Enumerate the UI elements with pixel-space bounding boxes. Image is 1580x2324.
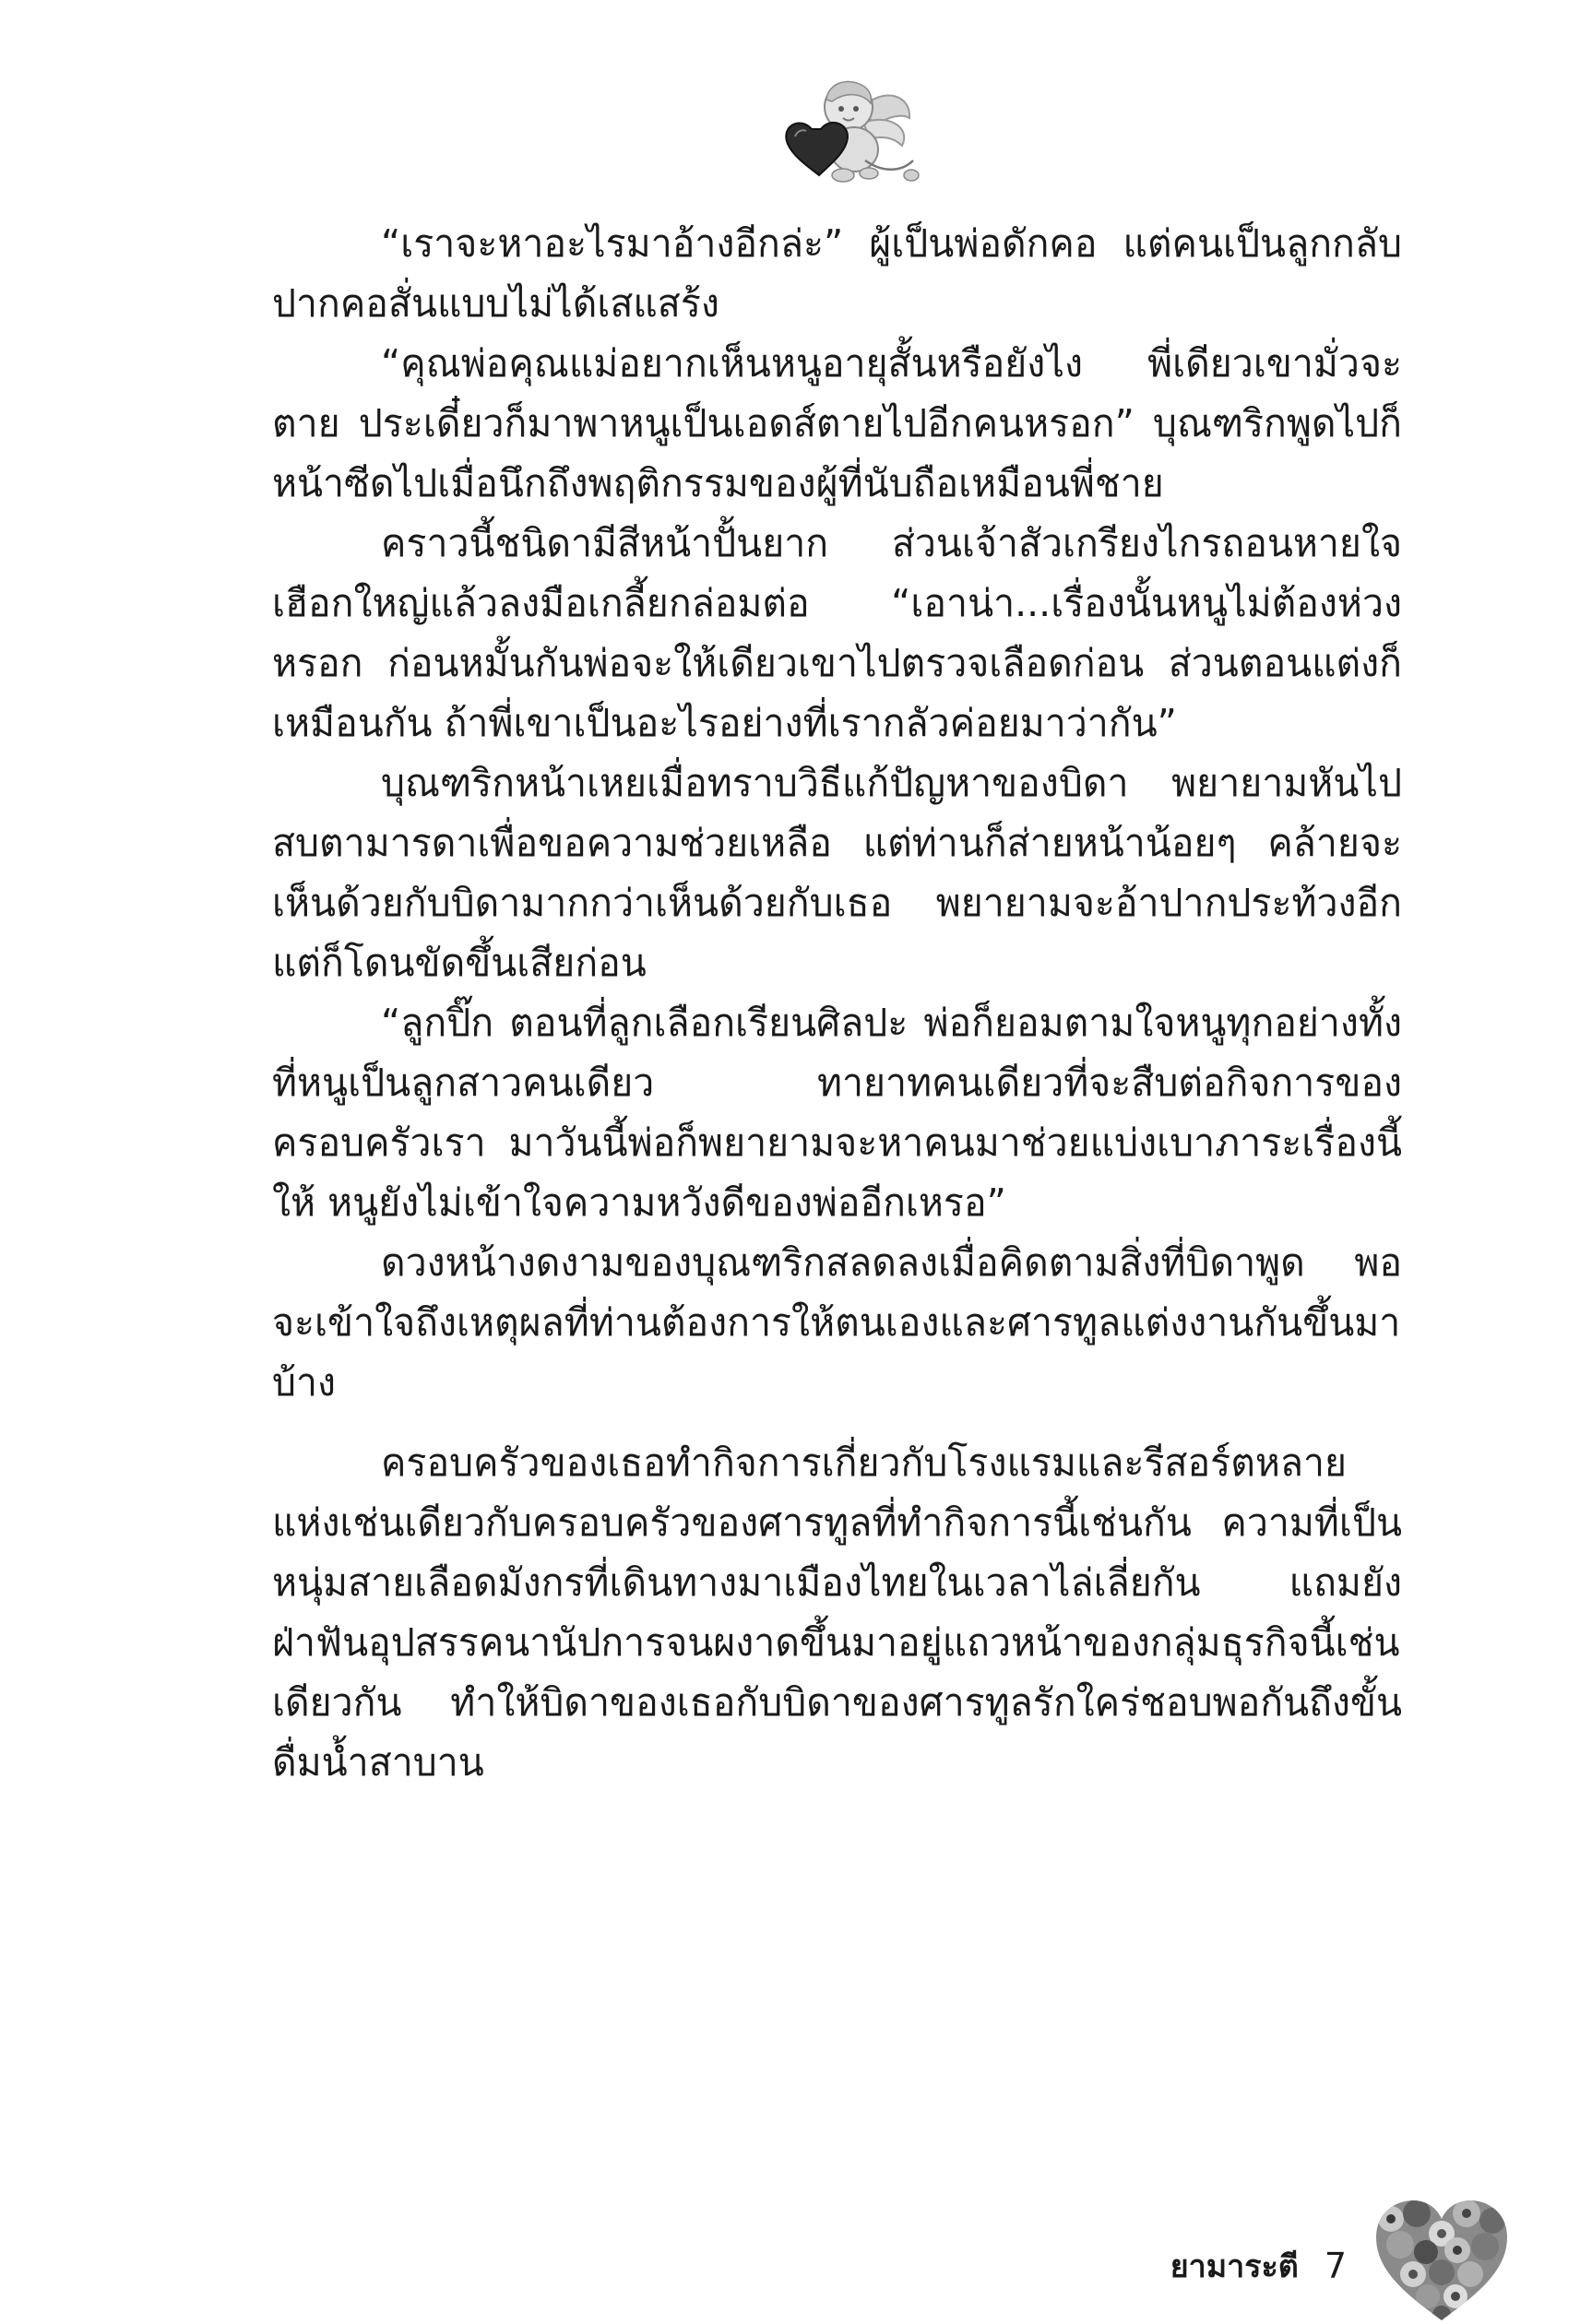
page-number: 7 [1324,2246,1347,2286]
paragraph: ครอบครัวของเธอทำกิจการเกี่ยวกับโรงแรมและรีสอร์ตหลายแห่งเช่นเดียวกับครอบครัวของศารทูลที่ทำกิจการนี้เช่นกัน ความที่เป็นหนุ่มสายเลือดมังกรที่เดินทางมาเมืองไทยในเวลาไล่เลี่ยกัน แถมยังฝ่าฟันอุปสรรคนานัปการจนผงาดขึ้นมาอยู่แถวหน้าของกลุ่มธุรกิจนี้เช่นเดียวกัน ทำให้บิดาของเธอกับบิดาของศารทูลรักใคร่ชอบพอกันถึงขั้นดื่มน้ำสาบาน [272,1441,1402,1784]
paragraph: คราวนี้ชนิดามีสีหน้าปั้นยาก ส่วนเจ้าสัวเกรียงไกรถอนหายใจเฮือกใหญ่แล้วลงมือเกลี้ยกล่อมต่อ “เอาน่า...เรื่องนั้นหนูไม่ต้องห่วงหรอก ก่อนหมั้นกันพ่อจะให้เดียวเขาไปตรวจเลือดก่อน ส่วนตอนแต่งก็เหมือนกัน ถ้าพี่เขาเป็นอะไรอย่างที่เรากลัวค่อยมาว่ากัน” [272,521,1402,745]
body-text [272,214,1402,1793]
flower-heart-icon [1372,2197,1511,2324]
paragraph: “คุณพ่อคุณแม่อยากเห็นหนูอายุสั้นหรือยังไง พี่เดียวเขามั่วจะตาย ประเดี๋ยวก็มาพาหนูเป็นเอดส์ตายไปอีกคนหรอก” บุณฑริกพูดไปก็หน้าซีดไปเมื่อนึกถึงพฤติกรรมของผู้ที่นับถือเหมือนพี่ชาย [272,341,1402,505]
paragraph: ดวงหน้างดงามของบุณฑริกสลดลงเมื่อคิดตามสิ่งที่บิดาพูด พอจะเข้าใจถึงเหตุผลที่ท่านต้องการให้ตนเองและศารทูลแต่งงานกันขึ้นมาบ้าง [272,1240,1402,1405]
cupid-with-heart-icon [773,72,921,187]
paragraph: “เราจะหาอะไรมาอ้างอีกล่ะ” ผู้เป็นพ่อดักคอ แต่คนเป็นลูกกลับปากคอสั่นแบบไม่ได้เสแสร้ง [272,221,1402,326]
paragraph: บุณฑริกหน้าเหยเมื่อทราบวิธีแก้ปัญหาของบิดา พยายามหันไปสบตามารดาเพื่อขอความช่วยเหลือ แต่ท่านก็ส่ายหน้าน้อยๆ คล้ายจะเห็นด้วยกับบิดามากกว่าเห็นด้วยกับเธอ พยายามจะอ้าปากประท้วงอีกแต่ก็โดนขัดขึ้นเสียก่อน [272,761,1402,985]
page-footer [1125,2243,1347,2289]
paragraph: “ลูกปิ๊ก ตอนที่ลูกเลือกเรียนศิลปะ พ่อก็ยอมตามใจหนูทุกอย่างทั้งที่หนูเป็นลูกสาวคนเดียว ทายาทคนเดียวที่จะสืบต่อกิจการของครอบครัวเรา มาวันนี้พ่อก็พยายามจะหาคนมาช่วยแบ่งเบาภาระเรื่องนี้ให้ หนูยังไม่เข้าใจความหวังดีของพ่ออีกเหรอ” [272,1001,1402,1225]
book-title: ยามาระตี [1170,2248,1299,2285]
